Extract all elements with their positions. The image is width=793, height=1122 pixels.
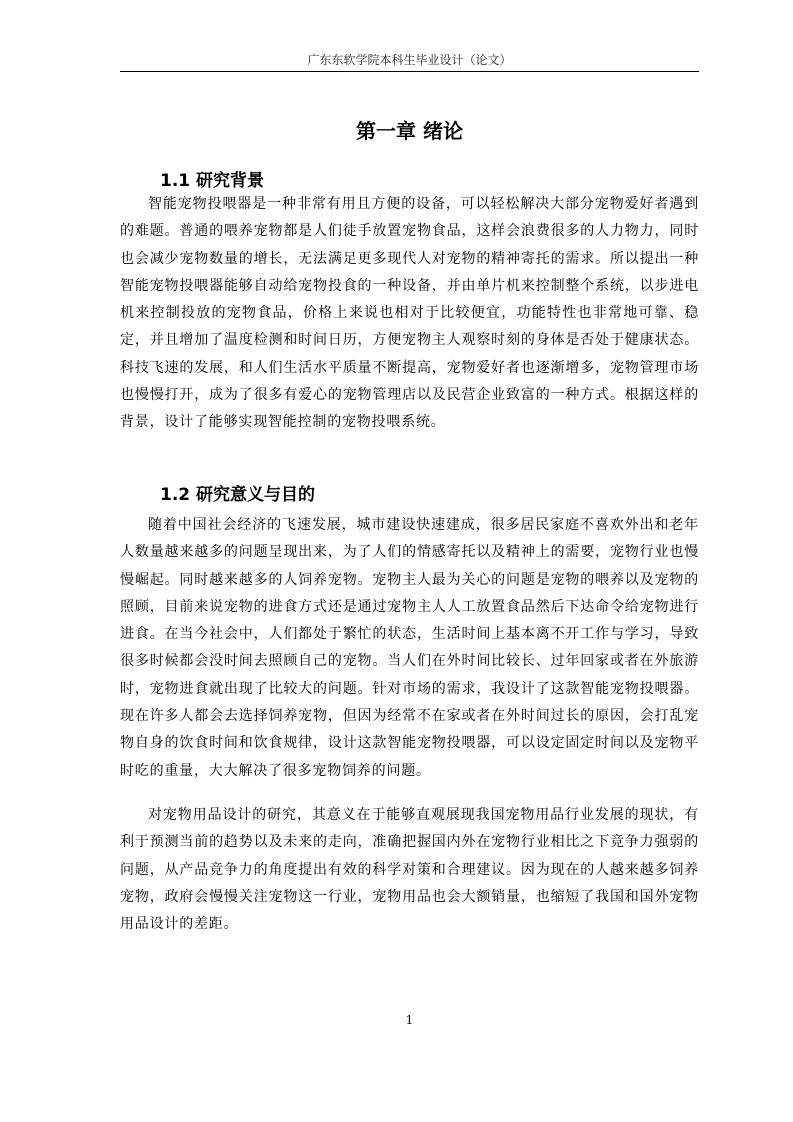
running-header: 广东东软学院本科生毕业设计（论文） [307,53,512,67]
paragraph-research-significance-1: 随着中国社会经济的飞速发展，城市建设快速建成，很多居民家庭不喜欢外出和老年人数量越来越多的问题呈现出来，为了人们的情感寄托以及精神上的需要，宠物行业也慢慢崛起。同时越来越多的人饲养宠物。宠物主人最为关心的问题是宠物的喂养以及宠物的照顾，目前来说宠物的进食方式还是通过宠物主人人工放置食品然后下达命令给宠物进行进食。在当今社会中，人们都处于繁忙的状态，生活时间上基本离不开工作与学习，导致很多时候都会没时间去照顾自己的宠物。当人们在外时间比较长、过年回家或者在外旅游时，宠物进食就出现了比较大的问题。针对市场的需求，我设计了这款智能宠物投喂器。现在许多人都会去选择饲养宠物，但因为经常不在家或者在外时间过长的原因，会打乱宠物自身的饮食时间和饮食规律，设计这款智能宠物投喂器，可以设定固定时间以及宠物平时吃的重量，大大解决了很多宠物饲养的问题。 [120,517,699,779]
section-heading-research-significance: 1.2 研究意义与目的 [160,485,316,505]
paragraph-research-background: 智能宠物投喂器是一种非常有用且方便的设备，可以轻松解决大部分宠物爱好者遇到的难题。普通的喂养宠物都是人们徒手放置宠物食品，这样会浪费很多的人力物力，同时也会减少宠物数量的增长，无法满足更多现代人对宠物的精神寄托的需求。所以提出一种智能宠物投喂器能够自动给宠物投食的一种设备，并由单片机来控制整个系统，以步进电机来控制投放的宠物食品，价格上来说也相对于比较便宜，功能特性也非常地可靠、稳定，并且增加了温度检测和时间日历，方便宠物主人观察时刻的身体是否处于健康状态。科技飞速的发展，和人们生活水平质量不断提高，宠物爱好者也逐渐增多，宠物管理市场也慢慢打开，成为了很多有爱心的宠物管理店以及民营企业致富的一种方式。根据这样的背景，设计了能够实现智能控制的宠物投喂系统。 [120,196,699,431]
section-heading-research-background: 1.1 研究背景 [160,171,265,191]
paragraph-research-significance-2: 对宠物用品设计的研究，其意义在于能够直观展现我国宠物用品行业发展的现状，有利于预测当前的趋势以及未来的走向，准确把握国内外在宠物行业相比之下竞争力强弱的问题，从产品竞争力的角度提出有效的科学对策和合理建议。因为现在的人越来越多饲养宠物，政府会慢慢关注宠物这一行业，宠物用品也会大额销量，也缩短了我国和国外宠物用品设计的差距。 [120,807,699,933]
header-rule [120,71,699,72]
page-number: 1 [405,1013,414,1027]
chapter-title: 第一章 绪论 [356,119,463,143]
